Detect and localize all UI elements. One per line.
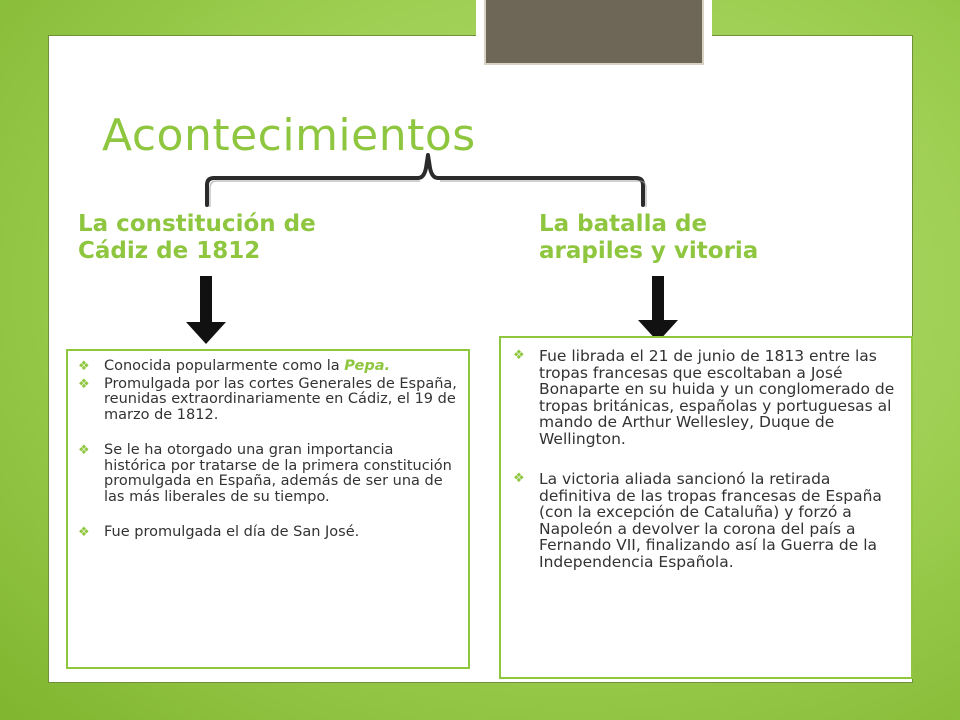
brace-shadow [210, 181, 646, 207]
slide-title: Acontecimientos [102, 110, 476, 161]
list-item [78, 525, 458, 541]
pepa-emphasis: Pepa. [344, 358, 391, 374]
bullet-text: Fue promulgada el día de San José. [104, 524, 360, 540]
bullet-text: Se le ha otorgado una gran importancia histórica por tratarse de la primera constitución promulgada en España, además de ser una de las más liberales de su tiempo. [104, 442, 452, 505]
heading-batalla-arapiles: La batalla de arapiles y vitoria [539, 211, 759, 264]
batalla-bullet-list [513, 348, 903, 572]
list-item [513, 471, 903, 570]
down-arrow-icon [183, 276, 229, 346]
diamond-bullet-icon: ❖ [78, 443, 90, 458]
bullet-text: Fue librada el 21 de junio de 1813 entre las tropas francesas que escoltaban a José Bonaparte en su huida y un conglomerado de tropas británicas, españolas y portuguesas al mando de Arthur Wellesley, Duque de Wellington. [539, 347, 895, 448]
list-item [513, 348, 903, 447]
arrow-head [186, 322, 226, 344]
heading-constitucion-cadiz: La constitución de Cádiz de 1812 [78, 211, 316, 264]
diamond-bullet-icon: ❖ [513, 471, 525, 486]
bullet-text: Conocida popularmente como la [104, 358, 345, 374]
arrow-shaft [200, 276, 212, 324]
diamond-bullet-icon: ❖ [513, 348, 525, 363]
list-item [78, 359, 458, 375]
constitucion-bullet-list [78, 359, 458, 543]
bullet-text: Promulgada por las cortes Generales de España, reunidas extraordinariamente en Cádiz, el 19 de marzo de 1812. [104, 375, 457, 423]
arrow-shaft [652, 276, 664, 322]
diamond-bullet-icon: ❖ [78, 376, 90, 392]
diamond-bullet-icon: ❖ [78, 525, 90, 540]
list-item [78, 377, 458, 424]
diamond-bullet-icon: ❖ [78, 359, 90, 374]
constitucion-details-box [66, 349, 470, 669]
brace-path [207, 155, 643, 205]
bullet-text: La victoria aliada sancionó la retirada definitiva de las tropas francesas de España (con la excepción de Cataluña) y forzó a Napoleón a devolver la corona del país a Fernando VII, finalizando así la Guerra de la Independencia Española. [539, 470, 882, 571]
list-item [78, 443, 458, 505]
batalla-details-box [499, 336, 913, 679]
